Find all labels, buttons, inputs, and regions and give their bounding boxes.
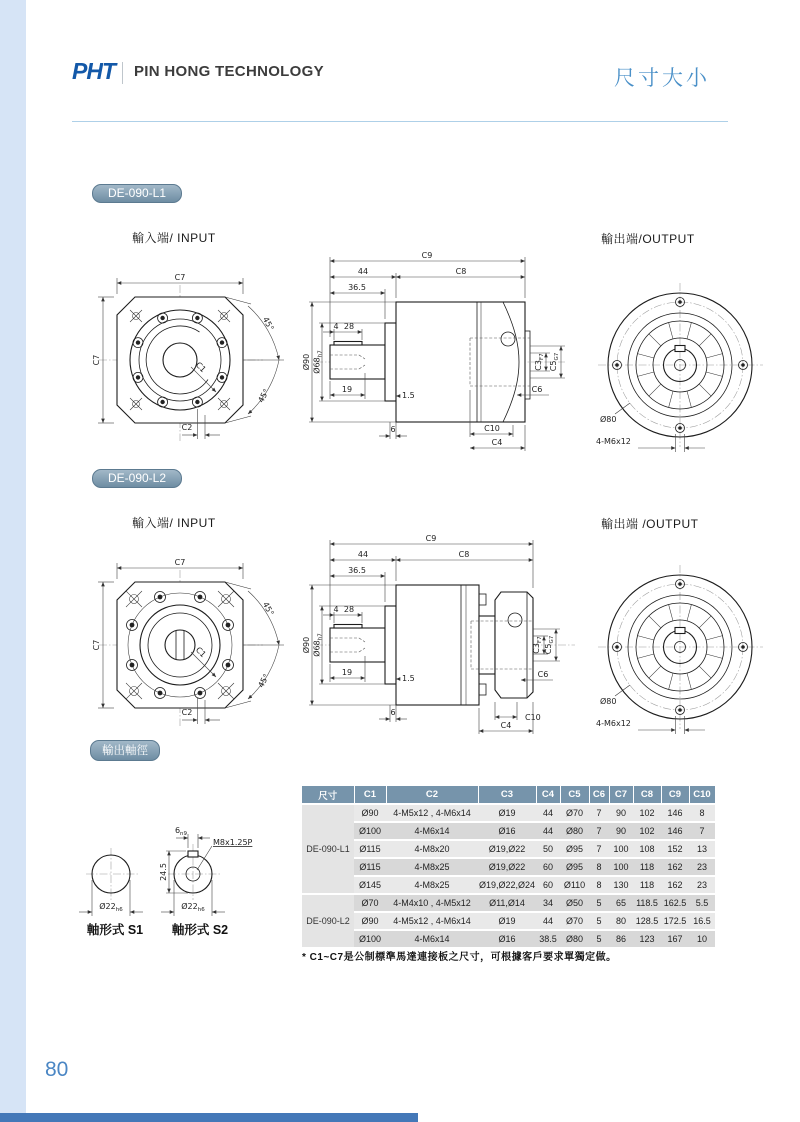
table-cell: 128.5 bbox=[633, 912, 661, 930]
dim-label-4: 4 bbox=[333, 605, 339, 614]
table-row bbox=[302, 858, 715, 876]
l2-output-drawing bbox=[593, 563, 768, 738]
table-row bbox=[302, 930, 715, 948]
logo-divider bbox=[122, 62, 123, 84]
table-header-cell: C2 bbox=[386, 786, 478, 804]
table-header-cell: C9 bbox=[661, 786, 689, 804]
l1-input-drawing bbox=[85, 263, 295, 463]
shaft-s2-keyway bbox=[188, 851, 198, 857]
table-cell: 167 bbox=[661, 930, 689, 948]
table-cell: 7 bbox=[589, 840, 609, 858]
table-header-row bbox=[302, 786, 715, 804]
table-cell: 5 bbox=[589, 930, 609, 948]
table-cell: 4-M5x12 , 4-M6x14 bbox=[386, 912, 478, 930]
l1-side-drawing bbox=[303, 247, 573, 462]
table-cell: Ø19,Ø22,Ø24 bbox=[478, 876, 536, 894]
table-cell: 44 bbox=[536, 912, 560, 930]
table-cell: 7 bbox=[689, 822, 715, 840]
dim-label-c4: C4 bbox=[500, 721, 512, 730]
table-cell: 4-M6x14 bbox=[386, 930, 478, 948]
table-cell: 10 bbox=[689, 930, 715, 948]
bottom-accent-bar bbox=[0, 1113, 418, 1122]
table-cell: Ø19 bbox=[478, 912, 536, 930]
dim-label-c3: $C3_{F7}$ bbox=[534, 353, 545, 371]
table-cell: Ø70 bbox=[354, 894, 386, 912]
badge-output-shaft: 輸出軸徑 bbox=[90, 740, 160, 761]
table-cell: 118 bbox=[633, 858, 661, 876]
l1-output-label: 輸出端/OUTPUT bbox=[601, 232, 695, 246]
table-header-cell: C1 bbox=[354, 786, 386, 804]
l2-input-drawing bbox=[85, 548, 295, 748]
table-cell: 7 bbox=[589, 822, 609, 840]
table-cell: 65 bbox=[609, 894, 633, 912]
table-cell: 80 bbox=[609, 912, 633, 930]
company-logo: PHT bbox=[72, 58, 115, 84]
dim-label-s1-d22: $Ø22_{h6}$ bbox=[99, 902, 123, 913]
table-cell: 7 bbox=[589, 804, 609, 822]
table-cell: Ø70 bbox=[560, 804, 589, 822]
table-cell: 8 bbox=[589, 876, 609, 894]
table-cell: Ø100 bbox=[354, 822, 386, 840]
table-cell: 90 bbox=[609, 804, 633, 822]
dim-label-1-5: 1.5 bbox=[402, 391, 415, 400]
table-header-cell: C4 bbox=[536, 786, 560, 804]
dim-label-c4: C4 bbox=[491, 438, 503, 447]
page-number: 80 bbox=[45, 1058, 69, 1081]
table-cell: 4-M8x25 bbox=[386, 876, 478, 894]
l1-output-drawing bbox=[593, 281, 768, 456]
dim-label-tap: M8x1.25P bbox=[213, 838, 253, 847]
table-cell: Ø80 bbox=[560, 930, 589, 948]
dim-label-c9: C9 bbox=[421, 251, 433, 260]
dim-label-45-bottom: 45° bbox=[256, 387, 272, 405]
dim-label-d80: Ø80 bbox=[600, 415, 617, 424]
table-row bbox=[302, 876, 715, 894]
table-header-cell: C8 bbox=[633, 786, 661, 804]
dim-label-d68: $Ø68_{h7}$ bbox=[312, 350, 324, 374]
table-cell: 5.5 bbox=[689, 894, 715, 912]
header-rule bbox=[72, 121, 728, 122]
table-cell: Ø19,Ø22 bbox=[478, 858, 536, 876]
dim-label-44: 44 bbox=[357, 267, 369, 276]
dim-label-c5: $C5_{G7}$ bbox=[544, 635, 555, 655]
table-cell: Ø80 bbox=[560, 822, 589, 840]
shaft-form-s2-label: 軸形式 S2 bbox=[171, 923, 229, 937]
table-cell: 130 bbox=[609, 876, 633, 894]
table-cell: 108 bbox=[633, 840, 661, 858]
table-cell: Ø115 bbox=[354, 858, 386, 876]
dim-label-28: 28 bbox=[343, 605, 355, 614]
dim-label-28: 28 bbox=[343, 322, 355, 331]
table-cell: 4-M8x25 bbox=[386, 858, 478, 876]
table-cell: 90 bbox=[609, 822, 633, 840]
table-cell: 118.5 bbox=[633, 894, 661, 912]
table-cell: 162.5 bbox=[661, 894, 689, 912]
table-cell: 5 bbox=[589, 894, 609, 912]
table-cell: Ø19 bbox=[478, 804, 536, 822]
dim-label-c7-left: C7 bbox=[92, 354, 101, 366]
dim-label-c1: C1 bbox=[193, 645, 208, 660]
table-cell: 162 bbox=[661, 876, 689, 894]
l2-input-label: 輸入端/ INPUT bbox=[132, 516, 216, 530]
table-cell: Ø11,Ø14 bbox=[478, 894, 536, 912]
dim-label-d80: Ø80 bbox=[600, 697, 617, 706]
dim-label-key: $6_{n9}$ bbox=[174, 826, 188, 837]
dim-label-1-5: 1.5 bbox=[402, 674, 415, 683]
table-cell: Ø90 bbox=[354, 912, 386, 930]
table-header-cell: C10 bbox=[689, 786, 715, 804]
dim-label-c2: C2 bbox=[181, 423, 193, 432]
table-cell: 38.5 bbox=[536, 930, 560, 948]
dim-label-44: 44 bbox=[357, 550, 369, 559]
table-cell: 34 bbox=[536, 894, 560, 912]
table-row bbox=[302, 804, 715, 822]
table-cell: 4-M4x10 , 4-M5x12 bbox=[386, 894, 478, 912]
table-header-cell: C6 bbox=[589, 786, 609, 804]
dim-label-c10: C10 bbox=[525, 713, 541, 722]
table-row bbox=[302, 894, 715, 912]
dim-label-c5: $C5_{G7}$ bbox=[549, 352, 560, 372]
dim-label-6: 6 bbox=[390, 708, 396, 717]
l2-output-label: 輸出端 /OUTPUT bbox=[601, 517, 699, 531]
table-cell: 146 bbox=[661, 822, 689, 840]
dim-label-s2-d22: $Ø22_{h6}$ bbox=[181, 902, 205, 913]
dim-label-c8: C8 bbox=[458, 550, 470, 559]
dim-label-bolts: 4-M6x12 bbox=[596, 719, 631, 728]
dim-label-19: 19 bbox=[341, 385, 353, 394]
table-cell: 152 bbox=[661, 840, 689, 858]
table-cell: Ø100 bbox=[354, 930, 386, 948]
table-cell: Ø110 bbox=[560, 876, 589, 894]
dim-label-c7-top: C7 bbox=[174, 273, 186, 282]
dim-label-19: 19 bbox=[341, 668, 353, 677]
dim-label-c7-left: C7 bbox=[92, 639, 101, 651]
dim-label-45-top: 45° bbox=[260, 315, 276, 333]
table-cell: Ø95 bbox=[560, 858, 589, 876]
dim-label-36-5: 36.5 bbox=[348, 566, 366, 575]
page-title: 尺寸大小 bbox=[614, 67, 710, 90]
table-cell: 5 bbox=[589, 912, 609, 930]
table-group-label: DE-090-L1 bbox=[302, 804, 354, 894]
table-row bbox=[302, 840, 715, 858]
dim-label-c6: C6 bbox=[537, 670, 549, 679]
table-cell: 102 bbox=[633, 804, 661, 822]
table-cell: 44 bbox=[536, 804, 560, 822]
table-cell: 162 bbox=[661, 858, 689, 876]
table-cell: 4-M6x14 bbox=[386, 822, 478, 840]
table-cell: 4-M8x20 bbox=[386, 840, 478, 858]
l2-side-drawing bbox=[303, 530, 588, 745]
dim-label-c8: C8 bbox=[455, 267, 467, 276]
dim-label-bolts: 4-M6x12 bbox=[596, 437, 631, 446]
table-header-cell: C5 bbox=[560, 786, 589, 804]
table-cell: Ø95 bbox=[560, 840, 589, 858]
dim-label-c6: C6 bbox=[531, 385, 543, 394]
dim-label-c10: C10 bbox=[484, 424, 500, 433]
badge-de-090-l2: DE-090-L2 bbox=[92, 469, 182, 488]
table-cell: Ø16 bbox=[478, 930, 536, 948]
table-cell: 8 bbox=[689, 804, 715, 822]
dim-label-c9: C9 bbox=[425, 534, 437, 543]
table-footnote: * C1~C7是公制標準馬達連接板之尺寸，可根據客戶要求單獨定做。 bbox=[302, 952, 617, 963]
dim-label-c2: C2 bbox=[181, 708, 193, 717]
dim-label-4: 4 bbox=[333, 322, 339, 331]
dim-label-36-5: 36.5 bbox=[348, 283, 366, 292]
dim-label-24-5: 24.5 bbox=[159, 863, 168, 881]
table-cell: 50 bbox=[536, 840, 560, 858]
table-cell: 86 bbox=[609, 930, 633, 948]
left-accent-bar bbox=[0, 0, 26, 1122]
table-cell: Ø115 bbox=[354, 840, 386, 858]
badge-de-090-l1: DE-090-L1 bbox=[92, 184, 182, 203]
l2-side-outline bbox=[330, 585, 533, 705]
table-cell: Ø50 bbox=[560, 894, 589, 912]
l1-input-label: 輸入端/ INPUT bbox=[132, 231, 216, 245]
table-cell: 13 bbox=[689, 840, 715, 858]
table-cell: 100 bbox=[609, 840, 633, 858]
table-cell: Ø90 bbox=[354, 804, 386, 822]
table-group-label: DE-090-L2 bbox=[302, 894, 354, 948]
table-cell: 4-M5x12 , 4-M6x14 bbox=[386, 804, 478, 822]
dim-label-6: 6 bbox=[390, 425, 396, 434]
table-row bbox=[302, 822, 715, 840]
dimension-table bbox=[302, 786, 716, 949]
table-header-cell: 尺寸 bbox=[302, 786, 354, 804]
table-header-cell: C3 bbox=[478, 786, 536, 804]
table-cell: 146 bbox=[661, 804, 689, 822]
table-cell: 123 bbox=[633, 930, 661, 948]
table-cell: 23 bbox=[689, 858, 715, 876]
table-cell: 100 bbox=[609, 858, 633, 876]
table-cell: 16.5 bbox=[689, 912, 715, 930]
dim-label-d90: Ø90 bbox=[302, 636, 311, 654]
table-cell: Ø19,Ø22 bbox=[478, 840, 536, 858]
company-name: PIN HONG TECHNOLOGY bbox=[134, 63, 324, 80]
table-cell: 23 bbox=[689, 876, 715, 894]
table-cell: 118 bbox=[633, 876, 661, 894]
dim-label-d90: Ø90 bbox=[302, 353, 311, 371]
dim-label-d68: $Ø68_{h7}$ bbox=[312, 633, 324, 657]
table-cell: 8 bbox=[589, 858, 609, 876]
table-cell: Ø70 bbox=[560, 912, 589, 930]
table-cell: 44 bbox=[536, 822, 560, 840]
table-cell: 60 bbox=[536, 876, 560, 894]
table-row bbox=[302, 912, 715, 930]
dim-label-c1: C1 bbox=[193, 360, 208, 375]
dim-label-c3: $C3_{F7}$ bbox=[532, 636, 543, 654]
shaft-form-s1-label: 軸形式 S1 bbox=[86, 923, 144, 937]
table-cell: Ø145 bbox=[354, 876, 386, 894]
dim-label-45-bottom: 45° bbox=[256, 672, 272, 690]
dim-label-c7-top: C7 bbox=[174, 558, 186, 567]
table-cell: 172.5 bbox=[661, 912, 689, 930]
table-header-cell: C7 bbox=[609, 786, 633, 804]
table-cell: Ø16 bbox=[478, 822, 536, 840]
table-cell: 60 bbox=[536, 858, 560, 876]
l1-side-outline bbox=[330, 302, 530, 422]
table-cell: 102 bbox=[633, 822, 661, 840]
dim-label-45-top: 45° bbox=[260, 600, 276, 618]
